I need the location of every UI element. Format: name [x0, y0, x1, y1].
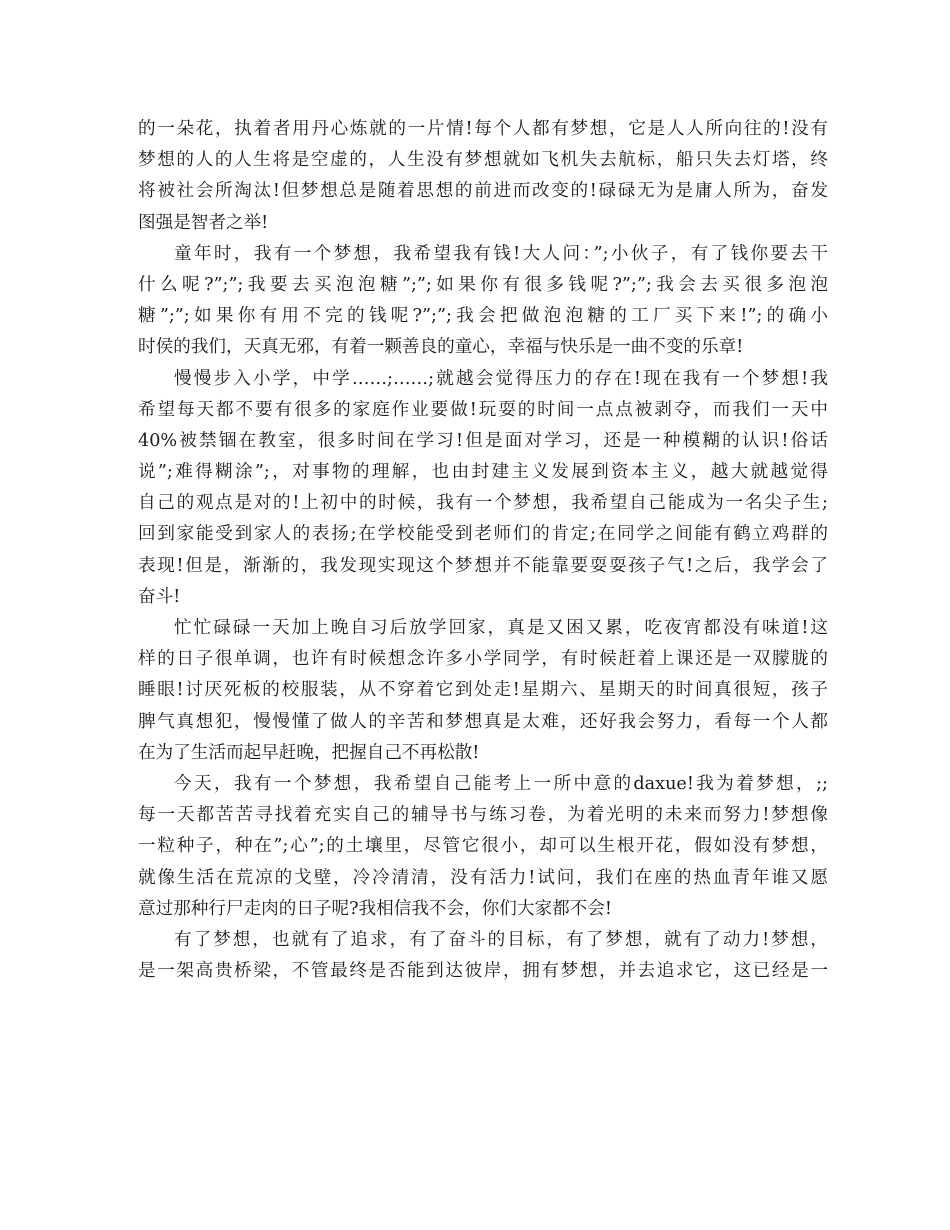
text-line: 奋斗!	[138, 586, 181, 607]
text-line: 一粒种子，种在”;心”;的土壤里，尽管它很小，却可以生根开花，假如没有梦想，	[138, 836, 828, 857]
text-line: 糖”;”;如果你有用不完的钱呢?”;”;我会把做泡泡糖的工厂买下来!”;的确小	[138, 306, 828, 327]
text-line: 梦想的人的人生将是空虚的，人生没有梦想就如飞机失去航标，船只失去灯塔，终	[138, 150, 828, 171]
text-line: 40%被禁锢在教室，很多时间在学习!但是面对学习，还是一种模糊的认识!俗话	[138, 430, 828, 451]
text-line: 什么呢?”;”;我要去买泡泡糖”;”;如果你有很多钱呢?”;”;我会去买很多泡泡	[138, 274, 828, 295]
text-line: 童年时，我有一个梦想，我希望我有钱!大人问：”;小伙子，有了钱你要去干	[174, 243, 828, 264]
text-line: 忙忙碌碌一天加上晚自习后放学回家，真是又困又累，吃夜宵都没有味道!这	[174, 618, 828, 638]
text-line: 慢慢步入小学，中学……;……;就越会觉得压力的存在!现在我有一个梦想!我	[174, 368, 828, 389]
text-line: 样的日子很单调，也许有时候想念许多小学同学，有时候赶着上课还是一双朦胧的	[138, 649, 828, 670]
text-line: 时侯的我们，天真无邪，有着一颗善良的童心，幸福与快乐是一曲不变的乐章!	[138, 337, 744, 358]
text-line: 就像生活在荒凉的戈壁，冷冷清清，没有活力!试问，我们在座的热血青年谁又愿	[138, 867, 828, 888]
text-line: 是一架高贵桥梁，不管最终是否能到达彼岸，拥有梦想，并去追求它，这已经是一	[138, 961, 828, 982]
body-text	[138, 114, 828, 987]
text-line: 回到家能受到家人的表扬;在学校能受到老师们的肯定;在同学之间能有鹤立鸡群的	[138, 524, 828, 545]
text-line: 睡眼!讨厌死板的校服装，从不穿着它到处走!星期六、星期天的时间真很短，孩子	[138, 680, 828, 701]
text-line: 意过那种行尸走肉的日子呢?我相信我不会，你们大家都不会!	[138, 898, 612, 919]
text-line: 在为了生活而起早赶晚，把握自己不再松散!	[138, 742, 480, 763]
text-line: 希望每天都不要有很多的家庭作业要做!玩耍的时间一点点被剥夺，而我们一天中	[138, 399, 828, 420]
text-line: 今天，我有一个梦想，我希望自己能考上一所中意的daxue!我为着梦想，;;	[174, 773, 828, 794]
text-line: 每一天都苦苦寻找着充实自己的辅导书与练习卷，为着光明的未来而努力!梦想像	[138, 805, 828, 826]
text-line: 说”;难得糊涂”;，对事物的理解，也由封建主义发展到资本主义，越大就越觉得	[138, 462, 828, 483]
text-line: 脾气真想犯，慢慢懂了做人的辛苦和梦想真是太难，还好我会努力，看每一个人都	[138, 711, 828, 732]
text-line: 将被社会所淘汰!但梦想总是随着思想的前进而改变的!碌碌无为是庸人所为，奋发	[138, 181, 828, 202]
text-line: 有了梦想，也就有了追求，有了奋斗的目标，有了梦想，就有了动力!梦想，	[174, 929, 828, 950]
text-line: 自己的观点是对的!上初中的时候，我有一个梦想，我希望自己能成为一名尖子生;	[138, 493, 828, 514]
text-line: 图强是智者之举!	[138, 212, 269, 233]
text-line: 表现!但是，渐渐的，我发现实现这个梦想并不能靠要耍耍孩子气!之后，我学会了	[138, 555, 828, 576]
text-line: 的一朵花，执着者用丹心炼就的一片情!每个人都有梦想，它是人人所向往的!没有	[138, 119, 828, 139]
